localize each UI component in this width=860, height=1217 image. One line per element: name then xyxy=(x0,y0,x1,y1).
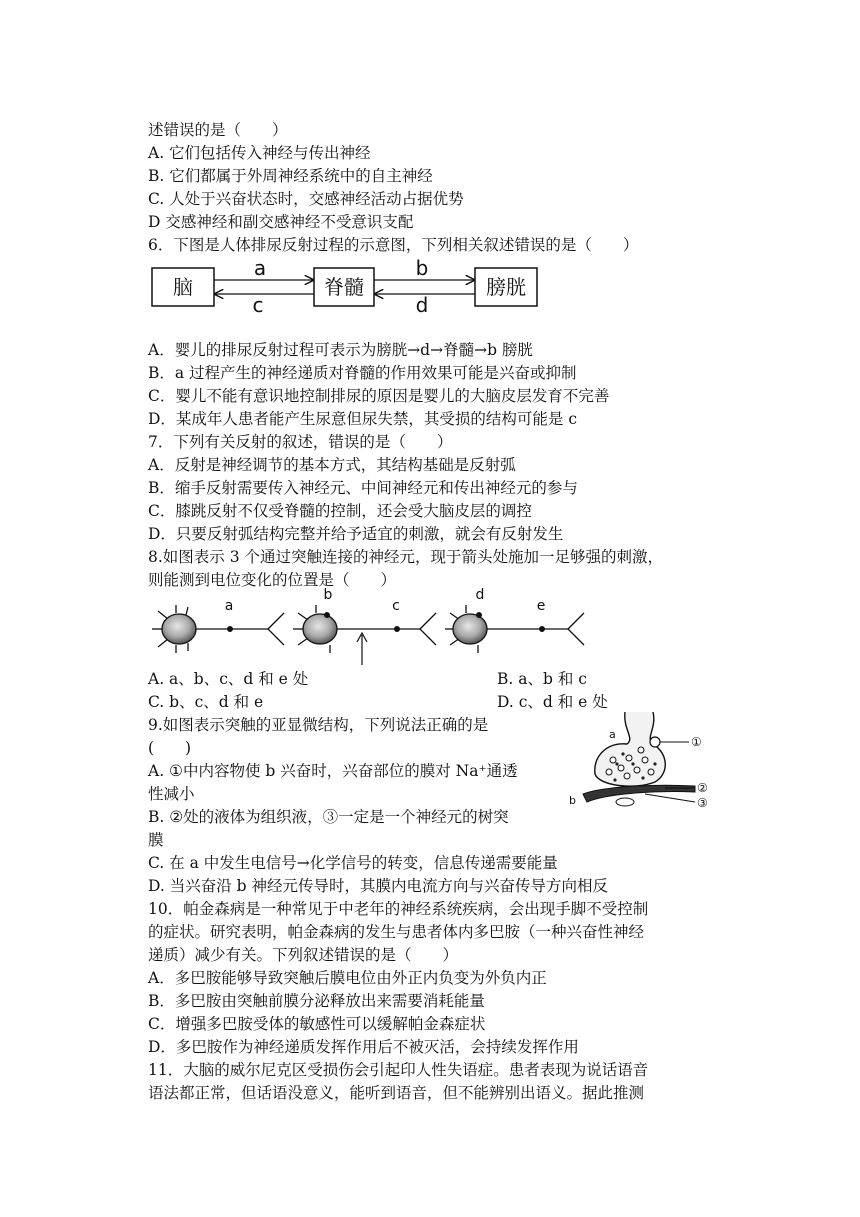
label-a-fig: a xyxy=(609,728,616,741)
marker-2: ② xyxy=(697,781,708,795)
arrow-a-label: a xyxy=(253,258,267,280)
q9-stem-line2: ( ) xyxy=(148,739,192,757)
q6-option-d: D．某成年人患者能产生尿意但尿失禁，其受损的结构可能是 c xyxy=(148,410,578,428)
point-b xyxy=(324,612,330,618)
q10-option-c: C．增强多巴胺受体的敏感性可以缓解帕金森症状 xyxy=(148,1015,486,1033)
q8-option-b: B. a、b 和 c xyxy=(497,670,587,688)
q5-option-a: A. 它们包括传入神经与传出神经 xyxy=(148,144,371,162)
q9-stem-line1: 9.如图表示突触的亚显微结构，下列说法正确的是 xyxy=(148,716,489,734)
postsynaptic-organelle xyxy=(616,798,634,806)
q8-stem-line1: 8.如图表示 3 个通过突触连接的神经元，现于箭头处施加一足够强的刺激， xyxy=(148,548,664,566)
q10-option-b: B．多巴胺由突触前膜分泌释放出来需要消耗能量 xyxy=(148,992,485,1010)
q7-stem: 7．下列有关反射的叙述，错误的是（ ） xyxy=(148,433,453,451)
vesicle-marker xyxy=(650,737,660,747)
urination-reflex-diagram xyxy=(148,258,543,318)
q5-option-d: D 交感神经和副交感神经不受意识支配 xyxy=(148,213,414,231)
label-c: c xyxy=(392,598,400,614)
stimulus-arrow xyxy=(357,633,367,665)
q5-stem-end: 述错误的是（ ） xyxy=(148,121,288,139)
q9-option-a-line2: 性减小 xyxy=(148,785,195,803)
neuron-3 xyxy=(445,605,584,653)
q11-stem-line1: 11．大脑的威尔尼克区受损伤会引起印人性失语症。患者表现为说话语音 xyxy=(148,1061,649,1079)
q6-option-c: C．婴儿不能有意识地控制排尿的原因是婴儿的大脑皮层发育不完善 xyxy=(148,387,610,405)
q5-option-c: C. 人处于兴奋状态时，交感神经活动占据优势 xyxy=(148,190,464,208)
q6-option-b: B．a 过程产生的神经递质对脊髓的作用效果可能是兴奋或抑制 xyxy=(148,364,577,382)
q9-option-a-line1: A. ①中内容物使 b 兴奋时，兴奋部位的膜对 Na⁺通透 xyxy=(148,762,518,780)
q8-option-a: A. a、b、c、d 和 e 处 xyxy=(148,670,309,688)
q6-option-a: A．婴儿的排尿反射过程可表示为膀胱→d→脊髓→b 膀胱 xyxy=(148,341,533,359)
label-d: d xyxy=(475,587,485,603)
neuron-2 xyxy=(293,605,436,653)
spinal-cord-box-label: 脊髓 xyxy=(324,275,364,299)
marker-3: ③ xyxy=(697,796,708,810)
label-a: a xyxy=(224,598,234,614)
q5-option-b: B. 它们都属于外周神经系统中的自主神经 xyxy=(148,167,433,185)
q10-stem-line2: 的症状。研究表明，帕金森病的发生与患者体内多巴胺（一种兴奋性神经 xyxy=(148,923,645,941)
q10-option-d: D．多巴胺作为神经递质发挥作用后不被灭活，会持续发挥作用 xyxy=(148,1038,579,1056)
q7-option-c: C．膝跳反射不仅受脊髓的控制，还会受大脑皮层的调控 xyxy=(148,502,532,520)
label-e: e xyxy=(536,598,546,614)
q10-stem-line3: 递质）减少有关。下列叙述错误的是（ ） xyxy=(148,946,459,964)
three-neuron-diagram xyxy=(148,585,598,670)
q7-option-d: D．只要反射弧结构完整并给予适宜的刺激，就会有反射发生 xyxy=(148,525,564,543)
q10-stem-line1: 10．帕金森病是一种常见于中老年的神经系统疾病，会出现手脚不受控制 xyxy=(148,900,649,918)
q9-option-b-line2: 膜 xyxy=(148,831,164,849)
synapse-diagram xyxy=(565,712,720,812)
arrow-b-label: b xyxy=(415,258,429,280)
neuron-1 xyxy=(152,605,284,653)
arrow-d-label: d xyxy=(415,293,429,317)
q8-stem-line2: 则能测到电位变化的位置是（ ） xyxy=(148,571,397,589)
q10-option-a: A．多巴胺能够导致突触后膜电位由外正内负变为外负内正 xyxy=(148,969,547,987)
point-d xyxy=(476,612,482,618)
q9-option-c: C. 在 a 中发生电信号→化学信号的转变，信息传递需要能量 xyxy=(148,854,558,872)
label-b-fig: b xyxy=(569,794,576,807)
marker-1: ① xyxy=(691,735,702,749)
q7-option-a: A．反射是神经调节的基本方式，其结构基础是反射弧 xyxy=(148,456,516,474)
point-e xyxy=(539,626,545,632)
q7-option-b: B．缩手反射需要传入神经元、中间神经元和传出神经元的参与 xyxy=(148,479,578,497)
q8-option-c: C. b、c、d 和 e xyxy=(148,693,264,711)
bladder-box-label: 膀胱 xyxy=(486,275,526,299)
point-c xyxy=(394,626,400,632)
label-b: b xyxy=(323,587,333,603)
brain-box-label: 脑 xyxy=(173,275,193,299)
q11-stem-line2: 语法都正常，但话语没意义，能听到语音，但不能辨别出语义。据此推测 xyxy=(148,1084,645,1102)
q8-option-d: D. c、d 和 e 处 xyxy=(497,693,608,711)
q6-stem: 6．下图是人体排尿反射过程的示意图，下列相关叙述错误的是（ ） xyxy=(148,236,639,254)
point-a xyxy=(227,626,233,632)
q9-option-b-line1: B. ②处的液体为组织液，③一定是一个神经元的树突 xyxy=(148,808,509,826)
arrow-c-label: c xyxy=(252,293,264,317)
q9-option-d: D. 当兴奋沿 b 神经元传导时，其膜内电流方向与兴奋传导方向相反 xyxy=(148,877,609,895)
